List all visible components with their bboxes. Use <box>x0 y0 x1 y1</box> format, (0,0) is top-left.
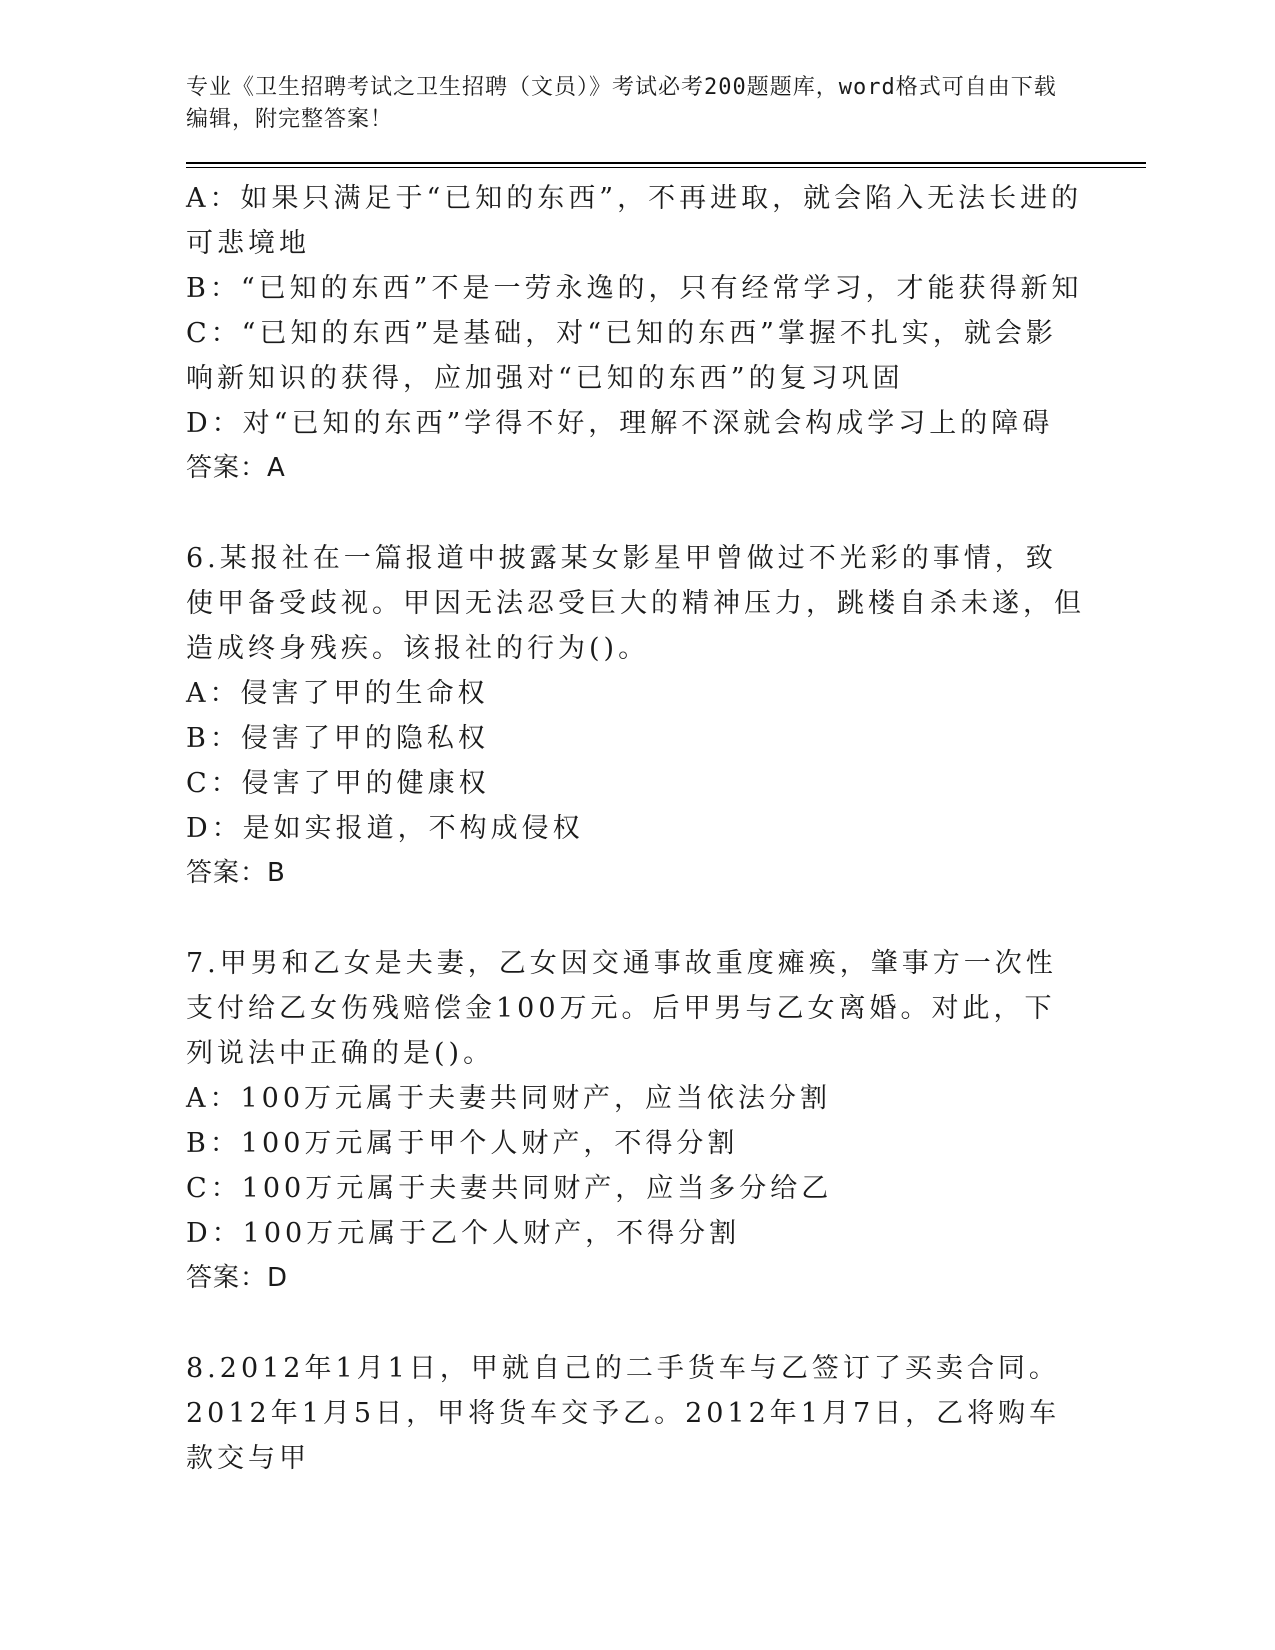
question-text: 6.某报社在一篇报道中披露某女影星甲曾做过不光彩的事情，致使甲备受歧视。甲因无法忍受巨大的精神压力，跳楼自杀未遂，但造成终身残疾。该报社的行为()。 <box>186 543 1085 664</box>
spacer <box>186 896 1086 941</box>
question-list <box>186 176 1086 1481</box>
spacer <box>186 491 1086 536</box>
divider-thick-line <box>186 162 1146 164</box>
answer-label: 答案：B <box>186 858 286 888</box>
answer-label: 答案：A <box>186 453 286 483</box>
question-text: 8.2012年1月1日，甲就自己的二手货车与乙签订了买卖合同。2012年1月5日，甲将货车交予乙。2012年1月7日，乙将购车款交与甲 <box>186 1353 1061 1474</box>
option-a: A：侵害了甲的生命权 <box>186 678 489 709</box>
document-page <box>186 72 1146 1481</box>
option-c: C：侵害了甲的健康权 <box>186 768 490 799</box>
question-7-block <box>186 941 1086 1301</box>
option-c: C：100万元属于夫妻共同财产，应当多分给乙 <box>186 1173 833 1204</box>
option-d: D：是如实报道，不构成侵权 <box>186 813 584 844</box>
option-b: B：侵害了甲的隐私权 <box>186 723 489 754</box>
option-c: C：“已知的东西”是基础，对“已知的东西”掌握不扎实，就会影响新知识的获得，应加强对“已知的东西”的复习巩固 <box>186 318 1057 394</box>
spacer <box>186 1301 1086 1346</box>
question-text: 7.甲男和乙女是夫妻，乙女因交通事故重度瘫痪，肇事方一次性支付给乙女伤残赔偿金100万元。后甲男与乙女离婚。对此，下列说法中正确的是()。 <box>186 948 1057 1069</box>
answer-label: 答案：D <box>186 1263 289 1293</box>
divider-thin-line <box>186 167 1146 168</box>
document-header: 专业《卫生招聘考试之卫生招聘（文员）》考试必考200题题库，word格式可自由下载编辑，附完整答案！ <box>186 75 1057 132</box>
header-divider <box>186 162 1146 168</box>
question-6-block <box>186 536 1086 896</box>
option-b: B：100万元属于甲个人财产，不得分割 <box>186 1128 739 1159</box>
option-a: A：100万元属于夫妻共同财产，应当依法分割 <box>186 1083 832 1114</box>
option-d: D：100万元属于乙个人财产，不得分割 <box>186 1218 741 1249</box>
option-d: D：对“已知的东西”学得不好，理解不深就会构成学习上的障碍 <box>186 408 1054 439</box>
question-8-block <box>186 1346 1086 1481</box>
option-a: A：如果只满足于“已知的东西”，不再进取，就会陷入无法长进的可悲境地 <box>186 183 1083 259</box>
option-b: B：“已知的东西”不是一劳永逸的，只有经常学习，才能获得新知 <box>186 273 1083 304</box>
question-5-block <box>186 176 1086 491</box>
